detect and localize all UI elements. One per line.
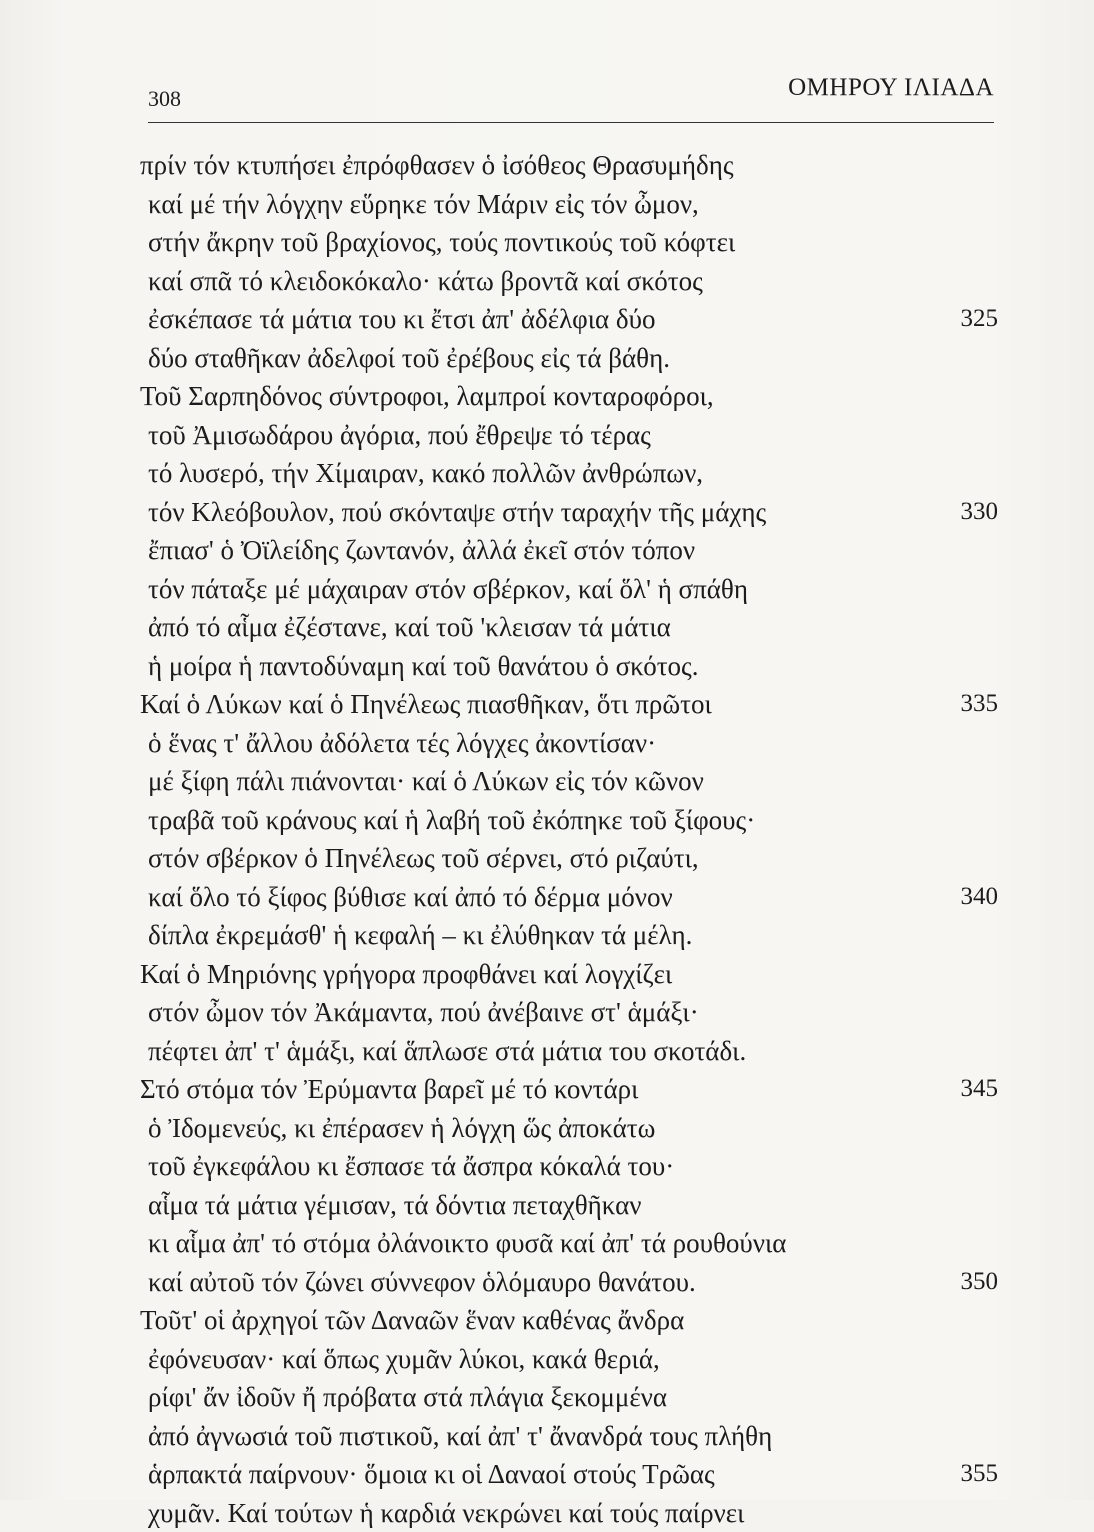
verse-line	[140, 839, 1010, 878]
verse-line	[140, 878, 1010, 917]
verse-number: 340	[961, 878, 999, 917]
verse-text: χυμᾶν. Καί τούτων ἡ καρδιά νεκρώνει καί τούς παίρνει	[148, 1494, 744, 1532]
verse-text: καί αὐτοῦ τόν ζώνει σύννεφον ὁλόμαυρο θανάτου.	[148, 1263, 696, 1302]
verse-text: Τοῦ Σαρπηδόνος σύντροφοι, λαμπροί κονταροφόροι,	[140, 377, 714, 416]
verse-text: τόν πάταξε μέ μάχαιραν στόν σβέρκον, καί ὅλ' ἡ σπάθη	[148, 570, 748, 609]
verse-line	[140, 262, 1010, 301]
verse-text: αἷμα τά μάτια γέμισαν, τά δόντια πεταχθῆκαν	[148, 1186, 642, 1225]
verse-number: 345	[961, 1070, 999, 1109]
verse-number: 335	[961, 685, 999, 724]
verse-line	[140, 1301, 1010, 1340]
verse-line	[140, 146, 1010, 185]
verse-text: ἔπιασ' ὁ Ὀϊλείδης ζωντανόν, ἀλλά ἐκεῖ στόν τόπον	[148, 531, 695, 570]
verse-line	[140, 377, 1010, 416]
verse-line	[140, 1494, 1010, 1532]
verse-line	[140, 955, 1010, 994]
verse-line	[140, 185, 1010, 224]
verse-text: δύο σταθῆκαν ἀδελφοί τοῦ ἐρέβους εἰς τά βάθη.	[148, 339, 670, 378]
verse-line	[140, 993, 1010, 1032]
verse-text: τοῦ ἐγκεφάλου κι ἔσπασε τά ἄσπρα κόκαλά του·	[148, 1147, 674, 1186]
verse-line	[140, 1186, 1010, 1225]
header-rule	[148, 122, 994, 123]
verse-text: πέφτει ἀπ' τ' ἁμάξι, καί ἅπλωσε στά μάτια του σκοτάδι.	[148, 1032, 746, 1071]
verse-text: ἐφόνευσαν· καί ὅπως χυμᾶν λύκοι, κακά θεριά,	[148, 1340, 660, 1379]
verse-text: τόν Κλεόβουλον, πού σκόνταψε στήν ταραχήν τῆς μάχης	[148, 493, 766, 532]
verse-line	[140, 1070, 1010, 1109]
verse-line	[140, 454, 1010, 493]
verse-text: στόν σβέρκον ὁ Πηνέλεως τοῦ σέρνει, στό ριζαύτι,	[148, 839, 699, 878]
verse-text: κι αἷμα ἀπ' τό στόμα ὀλάνοικτο φυσᾶ καί ἀπ' τά ρουθούνια	[148, 1224, 786, 1263]
verse-text: Καί ὁ Λύκων καί ὁ Πηνέλεως πιασθῆκαν, ὅτι πρῶτοι	[140, 685, 712, 724]
poem-text	[140, 146, 1010, 1532]
verse-text: ἡ μοίρα ἡ παντοδύναμη καί τοῦ θανάτου ὁ σκότος.	[148, 647, 698, 686]
verse-line	[140, 1263, 1010, 1302]
verse-line	[140, 801, 1010, 840]
verse-line	[140, 416, 1010, 455]
verse-line	[140, 493, 1010, 532]
verse-line	[140, 685, 1010, 724]
verse-line	[140, 300, 1010, 339]
verse-line	[140, 531, 1010, 570]
verse-text: τό λυσερό, τήν Χίμαιραν, κακό πολλῶν ἀνθρώπων,	[148, 454, 703, 493]
verse-text: ρίφι' ἄν ἰδοῦν ἤ πρόβατα στά πλάγια ξεκομμένα	[148, 1378, 667, 1417]
verse-number: 325	[961, 300, 999, 339]
verse-line	[140, 223, 1010, 262]
verse-text: δίπλα ἐκρεμάσθ' ἡ κεφαλή – κι ἐλύθηκαν τά μέλη.	[148, 916, 692, 955]
verse-text: ὁ ἕνας τ' ἄλλου ἀδόλετα τές λόγχες ἀκοντίσαν·	[148, 724, 656, 763]
verse-text: τραβᾶ τοῦ κράνους καί ἡ λαβή τοῦ ἐκόπηκε τοῦ ξίφους·	[148, 801, 755, 840]
page-header	[148, 72, 994, 122]
verse-text: τοῦ Ἀμισωδάρου ἀγόρια, πού ἔθρεψε τό τέρας	[148, 416, 651, 455]
verse-number: 355	[961, 1455, 999, 1494]
verse-text: ἀπό τό αἷμα ἐζέστανε, καί τοῦ 'κλεισαν τά μάτια	[148, 608, 671, 647]
verse-text: Στό στόμα τόν Ἐρύμαντα βαρεῖ μέ τό κοντάρι	[140, 1070, 638, 1109]
verse-line	[140, 647, 1010, 686]
verse-line	[140, 724, 1010, 763]
verse-text: ὁ Ἰδομενεύς, κι ἐπέρασεν ἡ λόγχη ὥς ἀποκάτω	[148, 1109, 655, 1148]
verse-text: στήν ἄκρην τοῦ βραχίονος, τούς ποντικούς τοῦ κόφτει	[148, 223, 735, 262]
verse-number: 350	[961, 1263, 999, 1302]
running-title: ΟΜΗΡΟΥ ΙΛΙΑΔΑ	[788, 74, 994, 102]
verse-line	[140, 1224, 1010, 1263]
verse-number: 330	[961, 493, 999, 532]
verse-text: καί μέ τήν λόγχην εὕρηκε τόν Μάριν εἰς τόν ὦμον,	[148, 185, 699, 224]
verse-text: ἀπό ἀγνωσιά τοῦ πιστικοῦ, καί ἀπ' τ' ἄνανδρά τους πλήθη	[148, 1417, 772, 1456]
verse-text: στόν ὦμον τόν Ἀκάμαντα, πού ἀνέβαινε στ' ἁμάξι·	[148, 993, 699, 1032]
verse-line	[140, 762, 1010, 801]
verse-text: καί σπᾶ τό κλειδοκόκαλο· κάτω βροντᾶ καί σκότος	[148, 262, 703, 301]
verse-line	[140, 608, 1010, 647]
verse-line	[140, 1340, 1010, 1379]
verse-text: Τοῦτ' οἱ ἀρχηγοί τῶν Δαναῶν ἕναν καθένας ἄνδρα	[140, 1301, 684, 1340]
verse-text: ἐσκέπασε τά μάτια του κι ἔτσι ἀπ' ἀδέλφια δύο	[148, 300, 656, 339]
verse-text: Καί ὁ Μηριόνης γρήγορα προφθάνει καί λογχίζει	[140, 955, 672, 994]
verse-text: καί ὅλο τό ξίφος βύθισε καί ἀπό τό δέρμα μόνον	[148, 878, 673, 917]
verse-line	[140, 1378, 1010, 1417]
verse-text: ἁρπακτά παίρνουν· ὅμοια κι οἱ Δαναοί στούς Τρῶας	[148, 1455, 715, 1494]
verse-line	[140, 1109, 1010, 1148]
verse-line	[140, 1455, 1010, 1494]
verse-text: μέ ξίφη πάλι πιάνονται· καί ὁ Λύκων εἰς τόν κῶνον	[148, 762, 704, 801]
verse-text: πρίν τόν κτυπήσει ἐπρόφθασεν ὁ ἰσόθεος Θρασυμήδης	[140, 146, 734, 185]
verse-line	[140, 916, 1010, 955]
page-number: 308	[148, 86, 181, 112]
verse-line	[140, 570, 1010, 609]
verse-line	[140, 1417, 1010, 1456]
verse-line	[140, 339, 1010, 378]
verse-line	[140, 1032, 1010, 1071]
verse-line	[140, 1147, 1010, 1186]
